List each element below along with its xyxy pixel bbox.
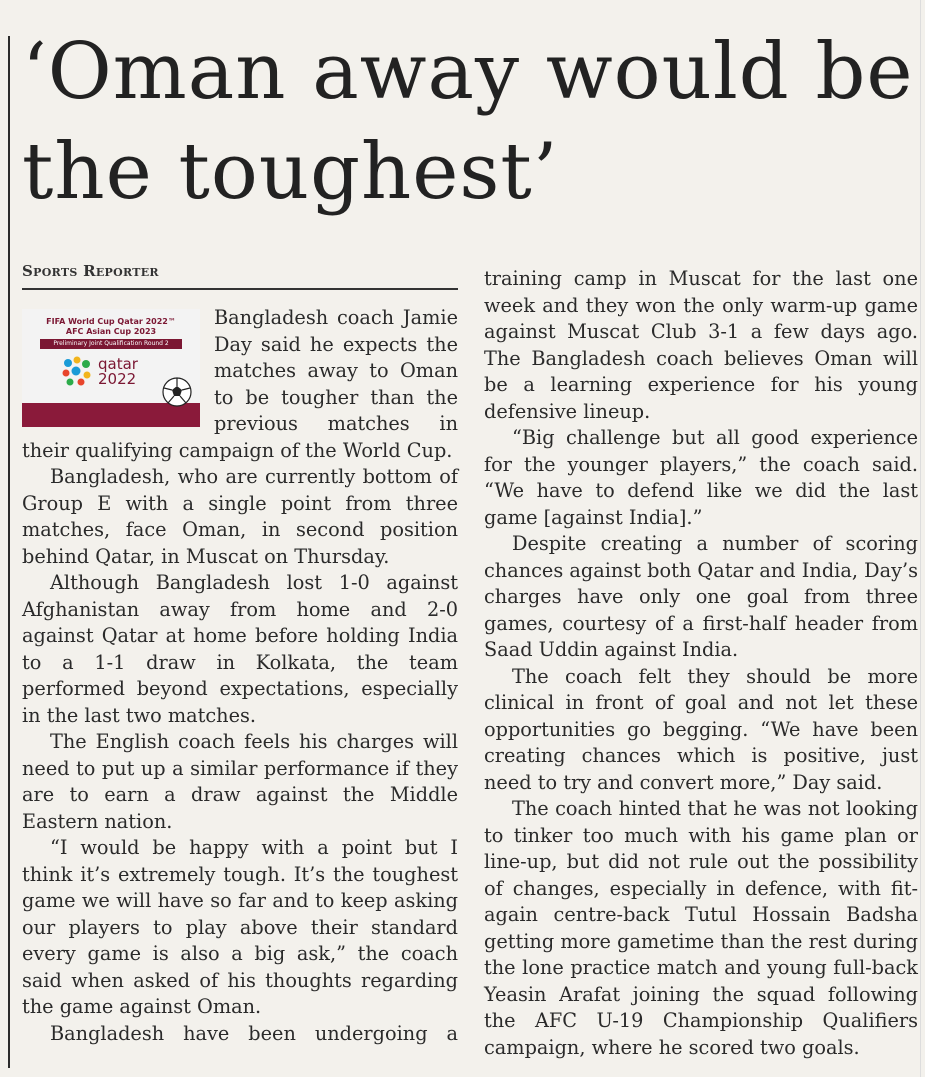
paragraph: Bangladesh coach Jamie Day said he expects the matches away to Oman to be tougher than the previous matches in their qualifying campaign of the World Cup. [22,306,458,462]
byline: Sports Reporter [22,262,458,290]
paragraph: training camp in Muscat for the last one week and they won the only warm-up game against Muscat Club 3-1 a few days ago. The Bangladesh coach believes Oman will be a learning experience for his young defensive lineup. [484,267,918,423]
paragraph: Despite creating a number of scoring chances against both Qatar and India, Day’s charges have only one goal from three games, courtesy of a first-half header from Saad Uddin against India. [484,532,918,661]
headline: ‘Oman away would be the toughest’ [22,27,914,217]
football-icon [162,377,192,407]
paragraph: Bangladesh have been undergoing a [50,1021,458,1045]
logo-brand-year: 2022 [98,370,137,388]
logo-brand-word: qatar [98,355,138,373]
qatar-emblem-icon [60,355,94,387]
article-column-left [22,305,458,1047]
logo-subtitle: Preliminary Joint Qualification Round 2 [40,339,182,349]
paragraph: Although Bangladesh lost 1-0 against Afghanistan away from home and 2-0 against Qatar at home before holding India to a 1-1 draw in Kolkata, the team performed beyond expectations, especially in the last two matches. [22,571,458,727]
logo-title-line2: AFC Asian Cup 2023 [65,327,157,336]
paragraph: “I would be happy with a point but I think it’s extremely tough. It’s the toughest game we will have so far and to keep asking our players to play above their standard every game is also a big ask,” the coach said when asked of his thoughts regarding the game against Oman. [22,836,458,1018]
column-rule [8,36,10,1068]
logo-title-line1: FIFA World Cup Qatar 2022™ [46,317,176,326]
paragraph: The coach felt they should be more clinical in front of goal and not let these opportunities go begging. “We have been creating chances which is positive, just need to try and convert more,” Day said. [484,664,918,794]
paragraph: Bangladesh, who are currently bottom of Group E with a single point from three matches, face Oman, in second position behind Qatar, in Muscat on Thursday. [22,465,458,568]
logo-title [22,317,200,337]
qatar-2022-logo [22,309,200,427]
page-edge [920,0,921,1077]
paragraph: The English coach feels his charges will need to put up a similar performance if they are to earn a draw against the Middle Eastern nation. [22,730,458,833]
article-column-right [484,266,918,1061]
paragraph: “Big challenge but all good experience for the younger players,” the coach said. “We have to defend like we did the last game [against India].” [484,426,918,529]
paragraph: The coach hinted that he was not looking to tinker too much with his game plan or line-up, but did not rule out the possibility of changes, especially in defence, with fit-again centre-back Tutul Hossain Badsha getting more gametime than the rest during the lone practice match and young full-back Yeasin Arafat joining the squad following the AFC U-19 Championship Qualifiers campaign, where he scored two goals. [484,797,918,1059]
